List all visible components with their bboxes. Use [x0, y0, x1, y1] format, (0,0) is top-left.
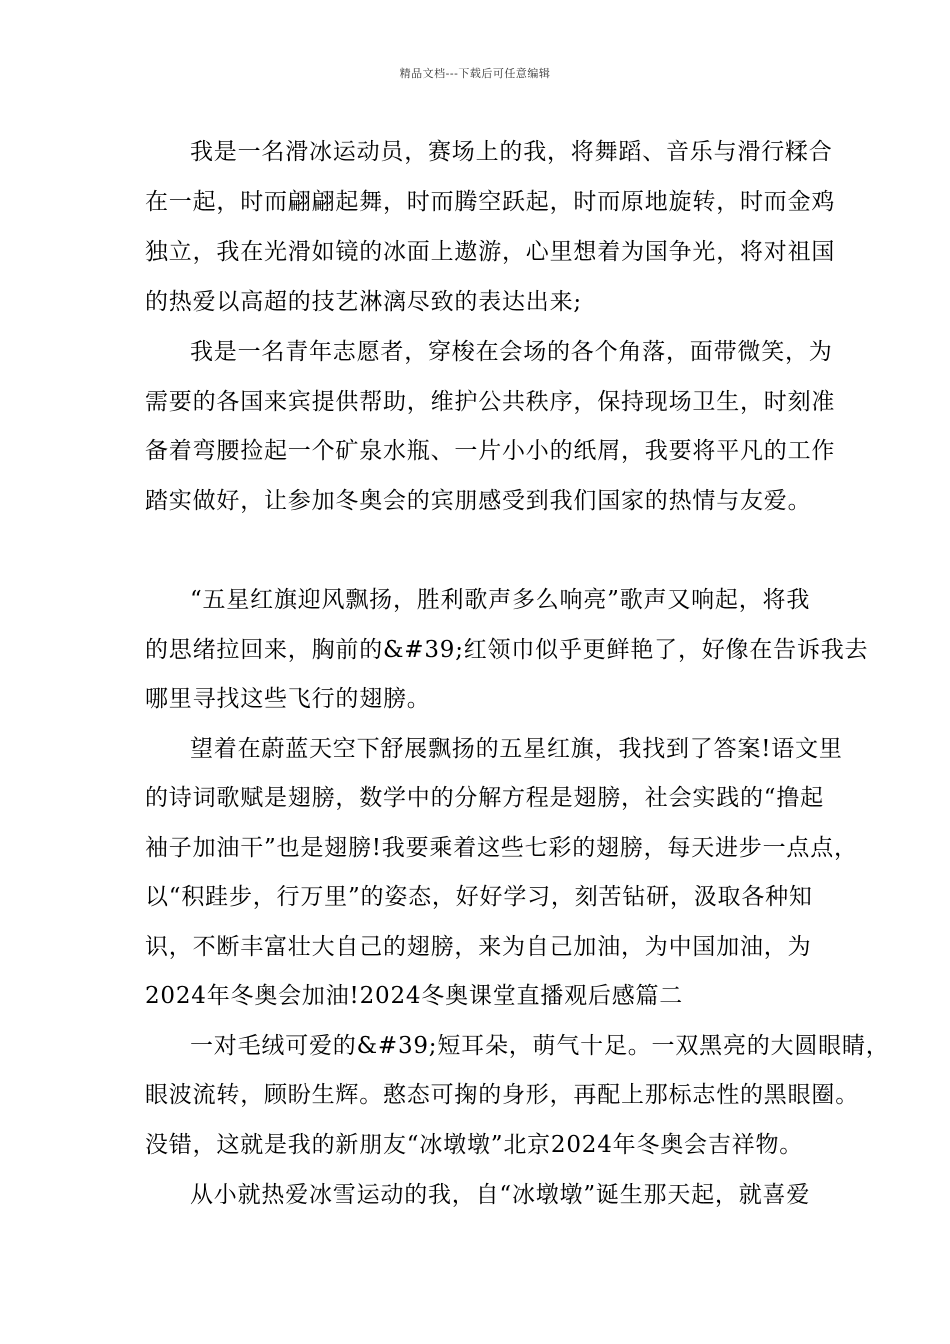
- text-line: 在一起，时而翩翩起舞，时而腾空跃起，时而原地旋转，时而金鸡: [145, 189, 836, 215]
- text-line: 识，不断丰富壮大自己的翅膀，来为自己加油，为中国加油，为: [145, 934, 812, 960]
- text-line: 踏实做好，让参加冬奥会的宾朋感受到我们国家的热情与友爱。: [145, 488, 812, 514]
- text-line: 需要的各国来宾提供帮助，维护公共秩序，保持现场卫生，时刻准: [145, 389, 836, 415]
- text-line: 从小就热爱冰雪运动的我，自“冰墩墩”诞生那天起，就喜爱: [190, 1182, 811, 1208]
- text-line: 备着弯腰捡起一个矿泉水瓶、一片小小的纸屑，我要将平凡的工作: [145, 438, 836, 464]
- text-line: 2024年冬奥会加油!2024冬奥课堂直播观后感篇二: [145, 983, 684, 1009]
- text-line: 以“积跬步，行万里”的姿态，好好学习，刻苦钻研，汲取各种知: [145, 884, 813, 910]
- page-header: 精品文档---下载后可任意编辑: [399, 67, 551, 80]
- text-line: “五星红旗迎风飘扬，胜利歌声多么响亮”歌声又响起，将我: [190, 587, 811, 613]
- text-line: 的思绪拉回来，胸前的&#39;红领巾似乎更鲜艳了，好像在告诉我去: [145, 637, 869, 663]
- text-line: 没错，这就是我的新朋友“冰墩墩”北京2024年冬奥会吉祥物。: [145, 1132, 804, 1158]
- text-line: 的诗词歌赋是翅膀，数学中的分解方程是翅膀，社会实践的“撸起: [145, 785, 824, 811]
- text-line: 眼波流转，顾盼生辉。憨态可掬的身形，再配上那标志性的黑眼圈。: [145, 1082, 859, 1108]
- text-line: 独立，我在光滑如镜的冰面上遨游，心里想着为国争光，将对祖国: [145, 239, 836, 265]
- text-line: 一对毛绒可爱的&#39;短耳朵，萌气十足。一双黑亮的大圆眼睛，: [190, 1033, 890, 1059]
- text-line: 望着在蔚蓝天空下舒展飘扬的五星红旗，我找到了答案!语文里: [190, 736, 843, 762]
- text-line: 我是一名滑冰运动员，赛场上的我，将舞蹈、音乐与滑行糅合: [190, 139, 833, 165]
- text-line: 的热爱以高超的技艺淋漓尽致的表达出来;: [145, 289, 582, 315]
- text-line: 袖子加油干”也是翅膀!我要乘着这些七彩的翅膀，每天进步一点点，: [145, 835, 858, 861]
- text-line: 我是一名青年志愿者，穿梭在会场的各个角落，面带微笑，为: [190, 339, 833, 365]
- text-line: 哪里寻找这些飞行的翅膀。: [145, 686, 431, 712]
